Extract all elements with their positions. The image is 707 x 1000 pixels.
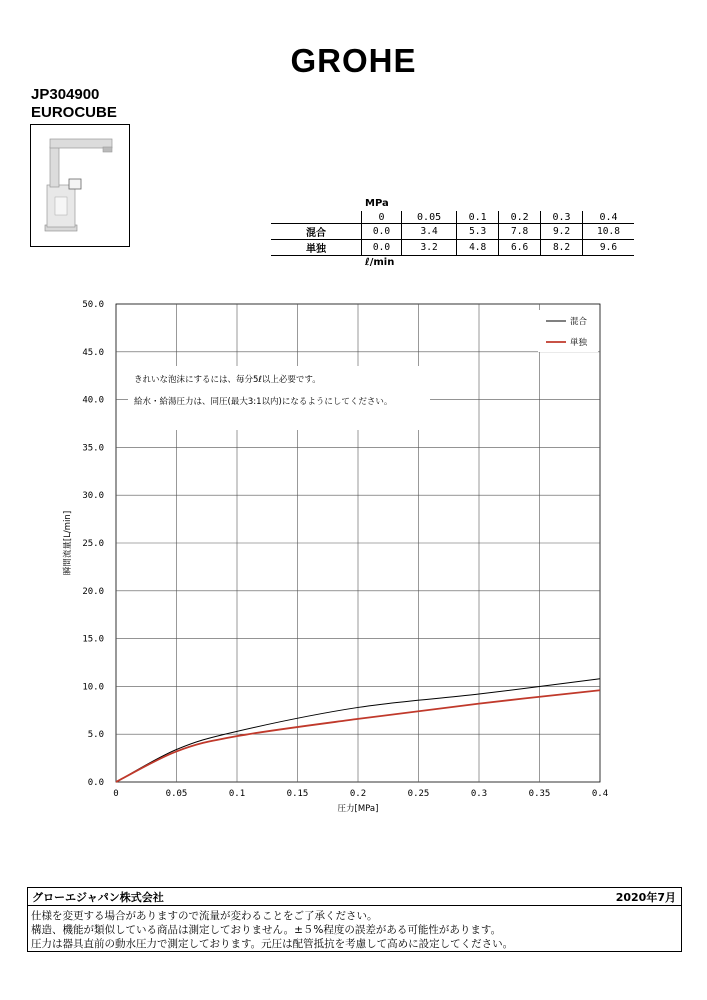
table-cell: 9.2 xyxy=(541,224,583,240)
table-cell: 8.2 xyxy=(541,240,583,256)
footer-divider xyxy=(28,905,681,906)
product-photo xyxy=(30,124,130,247)
legend-box xyxy=(538,310,598,352)
y-tick-label: 20.0 xyxy=(82,586,104,597)
flow-unit: ℓ/min xyxy=(365,257,395,268)
legend-label: 単独 xyxy=(570,338,588,348)
footer-box xyxy=(27,887,682,952)
table-header-row xyxy=(271,211,634,224)
x-axis-label: 圧力[MPa] xyxy=(337,804,379,814)
table-header-cell: 0 xyxy=(362,211,402,224)
x-tick-label: 0.2 xyxy=(349,789,367,799)
x-tick-label: 0.35 xyxy=(528,789,551,799)
y-tick-label: 25.0 xyxy=(82,539,104,549)
footer-note: 構造、機能が類似している商品は測定しておりません。±５%程度の誤差がある可能性があります。 xyxy=(31,924,502,936)
x-tick-label: 0.1 xyxy=(228,789,246,799)
table-header-cell: 0.3 xyxy=(541,211,583,224)
x-tick-label: 0.4 xyxy=(591,789,609,799)
table-cell: 3.4 xyxy=(401,224,456,240)
table-cell: 5.3 xyxy=(457,224,499,240)
brand-logo: GROHE xyxy=(290,42,417,79)
table-cell: 10.8 xyxy=(583,224,635,240)
company-name: グローエジャパン株式会社 xyxy=(32,891,164,904)
y-tick-label: 0.0 xyxy=(87,778,104,788)
table-row-label: 単独 xyxy=(271,240,362,256)
footer-note: 圧力は器具直前の動水圧力で測定しております。元圧は配管抵抗を考慮して高めに設定してください。 xyxy=(31,938,514,950)
table-cell: 0.0 xyxy=(362,224,402,240)
annotation-text: きれいな泡沫にするには、毎分5ℓ以上必要です。 xyxy=(134,375,321,385)
table-cell: 7.8 xyxy=(499,224,541,240)
flow-chart xyxy=(0,290,707,820)
table-row xyxy=(271,240,634,256)
table-cell: 9.6 xyxy=(583,240,635,256)
y-tick-label: 40.0 xyxy=(82,395,104,406)
faucet-image xyxy=(31,125,129,246)
table-row-label: 混合 xyxy=(271,224,362,240)
legend-label: 混合 xyxy=(570,317,588,327)
x-tick-label: 0.05 xyxy=(165,789,188,799)
issue-date: 2020年7月 xyxy=(615,891,676,904)
y-tick-label: 10.0 xyxy=(82,682,104,693)
footer-note: 仕様を変更する場合がありますので流量が変わることをご了承ください。 xyxy=(31,910,378,922)
table-header-cell: 0.4 xyxy=(583,211,635,224)
y-tick-label: 5.0 xyxy=(87,730,104,741)
x-tick-label: 0.15 xyxy=(286,789,309,799)
table-cell: 6.6 xyxy=(499,240,541,256)
annotation-text: 給水・給湯圧力は、同圧(最大3:1以内)になるようにしてください。 xyxy=(134,397,393,407)
y-tick-label: 35.0 xyxy=(82,443,104,454)
product-code: JP304900 xyxy=(31,86,100,103)
y-tick-label: 45.0 xyxy=(82,347,104,358)
pressure-unit: MPa xyxy=(365,198,389,209)
table-header-cell: 0.2 xyxy=(499,211,541,224)
y-tick-label: 50.0 xyxy=(82,300,104,310)
table-corner xyxy=(271,211,362,224)
table-header-cell: 0.05 xyxy=(401,211,456,224)
product-name: EUROCUBE xyxy=(31,104,117,121)
y-axis-label: 瞬間流量[L/min] xyxy=(63,510,73,576)
table-row xyxy=(271,224,634,240)
table-cell: 0.0 xyxy=(362,240,402,256)
x-tick-label: 0 xyxy=(113,789,119,799)
flow-table xyxy=(271,211,634,256)
y-tick-label: 30.0 xyxy=(82,491,104,502)
x-tick-label: 0.3 xyxy=(470,789,488,799)
table-cell: 3.2 xyxy=(401,240,456,256)
table-cell: 4.8 xyxy=(457,240,499,256)
y-tick-label: 15.0 xyxy=(82,634,104,645)
x-tick-label: 0.25 xyxy=(407,789,430,799)
table-header-cell: 0.1 xyxy=(457,211,499,224)
